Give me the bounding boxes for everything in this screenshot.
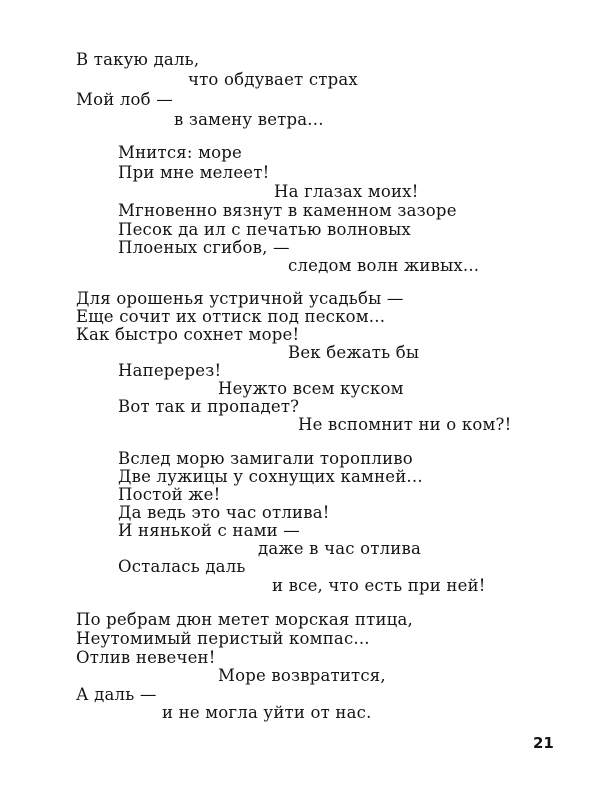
poem-line: и все, что есть при ней! (272, 576, 486, 595)
poem-line: Осталась даль (118, 557, 246, 576)
poem-line: Да ведь это час отлива! (118, 503, 330, 522)
poem-line: В такую даль, (76, 50, 200, 69)
poem-line: Мнится: море (118, 143, 242, 162)
poem-line: Еще сочит их оттиск под песком... (76, 307, 386, 326)
poem-line: и не могла уйти от нас. (162, 703, 372, 722)
poem-line: Постой же! (118, 485, 221, 504)
poem-line: следом волн живых... (288, 256, 480, 275)
poem-line: что обдувает страх (188, 70, 358, 89)
poem-line: И нянькой с нами — (118, 521, 301, 540)
poem-line: Как быстро сохнет море! (76, 325, 300, 344)
poem-line: На глазах моих! (274, 182, 419, 201)
poem-line: Море возвратится, (218, 666, 386, 685)
poem-line: Песок да ил с печатью волновых (118, 220, 411, 239)
poem-line: По ребрам дюн метет морская птица, (76, 610, 413, 629)
poem-line: Две лужицы у сохнущих камней... (118, 467, 423, 486)
poem-line: А даль — (76, 685, 157, 704)
poem-line: Вслед морю замигали торопливо (118, 449, 413, 468)
poem-line: Для орошенья устричной усадьбы — (76, 289, 404, 308)
poem-line: Неужто всем куском (218, 379, 404, 398)
poem-line: Не вспомнит ни о ком?! (298, 415, 512, 434)
poem-line: Плоеных сгибов, — (118, 238, 290, 257)
poem-line: в замену ветра... (174, 110, 324, 129)
poem-line: Вот так и пропадет? (118, 397, 300, 416)
poem-line: Век бежать бы (288, 343, 420, 362)
poem-line: Мой лоб — (76, 90, 173, 109)
poem-line: Неутомимый перистый компас... (76, 629, 370, 648)
poem-line: Мгновенно вязнут в каменном зазоре (118, 201, 457, 220)
poem-line: Отлив невечен! (76, 648, 216, 667)
page-number: 21 (533, 734, 554, 752)
poem-line: даже в час отлива (258, 539, 422, 558)
poem-line: Наперерез! (118, 361, 222, 380)
poem-line: При мне мелеет! (118, 163, 270, 182)
